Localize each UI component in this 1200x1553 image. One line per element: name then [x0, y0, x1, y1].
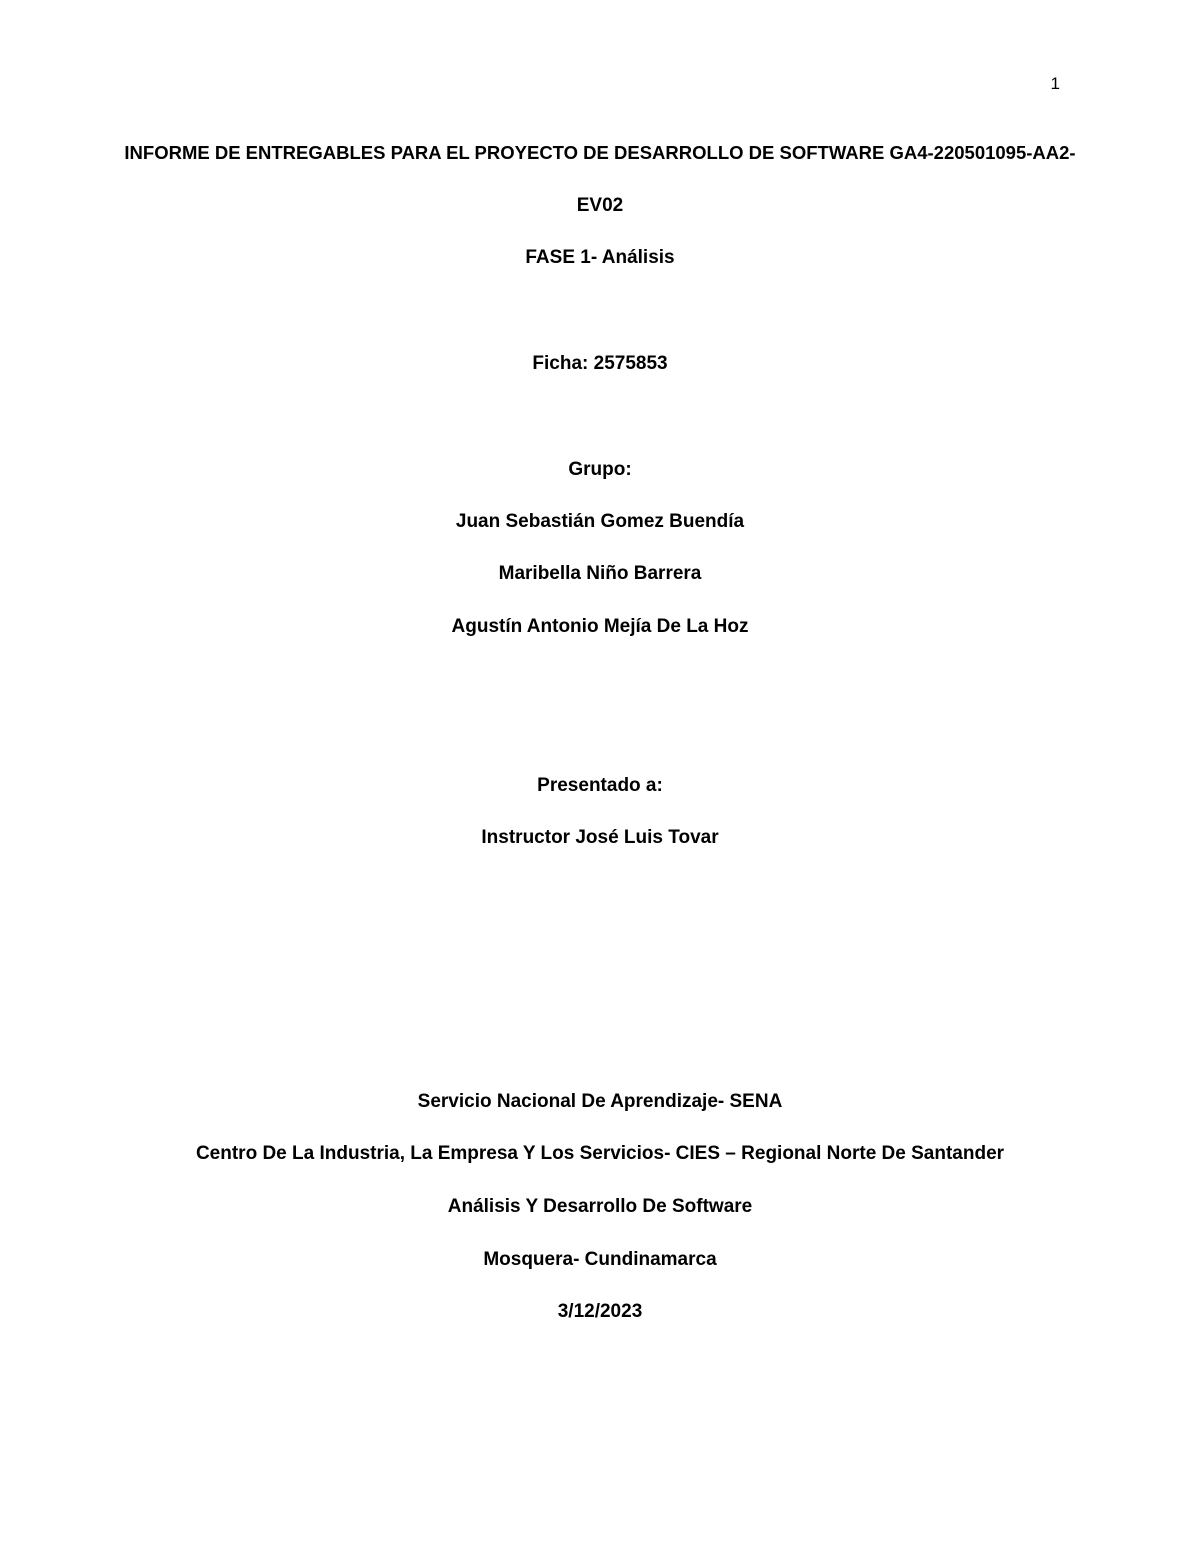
location: Mosquera- Cundinamarca — [483, 1249, 717, 1270]
instructor-name: Instructor José Luis Tovar — [481, 827, 719, 848]
group-member: Maribella Niño Barrera — [498, 563, 702, 584]
title-line-2: EV02 — [576, 195, 624, 216]
institution-center: Centro De La Industria, La Empresa Y Los Servicios- CIES – Regional Norte De Santander — [195, 1143, 1005, 1164]
institution-name: Servicio Nacional De Aprendizaje- SENA — [417, 1091, 783, 1112]
presented-to-label: Presentado a: — [537, 775, 663, 796]
page-number: 1 — [1050, 74, 1060, 93]
group-label: Grupo: — [568, 459, 632, 480]
phase-title: FASE 1- Análisis — [525, 247, 675, 268]
group-member: Juan Sebastián Gomez Buendía — [455, 511, 745, 532]
ficha-number: Ficha: 2575853 — [532, 353, 668, 374]
date: 3/12/2023 — [557, 1301, 643, 1322]
group-member: Agustín Antonio Mejía De La Hoz — [451, 616, 749, 637]
title-line-1: INFORME DE ENTREGABLES PARA EL PROYECTO DE DESARROLLO DE SOFTWARE GA4-220501095-AA2- — [124, 142, 1076, 163]
program-name: Análisis Y Desarrollo De Software — [447, 1196, 753, 1217]
